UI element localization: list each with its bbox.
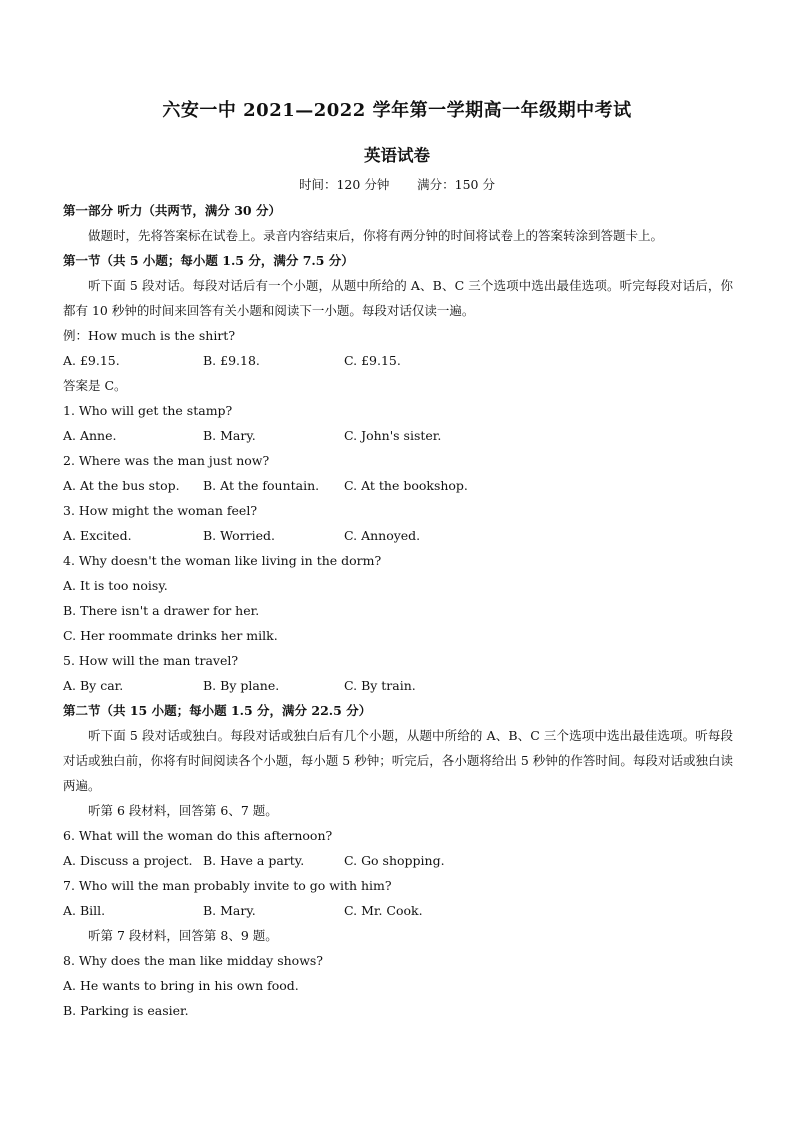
question-8: 8. Why does the man like midday shows? xyxy=(63,953,324,968)
option-a: A. At the bus stop. xyxy=(63,478,180,493)
question-7: 7. Who will the man probably invite to go with him? xyxy=(63,878,392,893)
question-4: 4. Why doesn't the woman like living in the dorm? xyxy=(63,553,382,568)
material-7-note: 听第 7 段材料，回答第 8、9 题。 xyxy=(88,928,278,943)
section2-instruction: 听下面 5 段对话或独白。每段对话或独白后有几个小题，从题中所给的 A、B、C 三个选项中选出最佳选项。听每段对话或独白前，你将有时间阅读各个小题，每小题 5 秒钟；听完后，各小题将给出 5 秒钟的作答时间。每段对话或独白读两遍。 xyxy=(63,728,733,793)
option-a: A. Anne. xyxy=(63,428,117,443)
option-c: C. By train. xyxy=(344,678,416,693)
question-1: 1. Who will get the stamp? xyxy=(63,403,233,418)
section1-instruction: 听下面 5 段对话。每段对话后有一个小题，从题中所给的 A、B、C 三个选项中选出最佳选项。听完每段对话后，你都有 10 秒钟的时间来回答有关小题和阅读下一小题。每段对话仅读一遍。 xyxy=(63,278,733,318)
question-2-options xyxy=(63,473,733,498)
option-a: A. He wants to bring in his own food. xyxy=(63,978,299,993)
option-b: B. Parking is easier. xyxy=(63,1003,189,1018)
option-c: C. John's sister. xyxy=(344,428,442,443)
option-c: C. Annoyed. xyxy=(344,528,421,543)
example-question: 例：How much is the shirt? xyxy=(63,328,236,343)
option-c: C. Her roommate drinks her milk. xyxy=(63,628,278,643)
part1-heading: 第一部分 听力（共两节，满分 30 分） xyxy=(63,203,281,218)
question-3-options xyxy=(63,523,733,548)
option-a: A. It is too noisy. xyxy=(63,578,168,593)
score-label: 满分：150 分 xyxy=(417,177,495,192)
question-7-options xyxy=(63,898,733,923)
option-a: A. Bill. xyxy=(63,903,106,918)
option-c: C. At the bookshop. xyxy=(344,478,468,493)
option-b: B. Worried. xyxy=(203,528,275,543)
option-b: B. By plane. xyxy=(203,678,280,693)
time-label: 时间：120 分钟 xyxy=(298,177,390,192)
question-6-options xyxy=(63,848,733,873)
example-answer: 答案是 C。 xyxy=(63,378,127,393)
question-5-options xyxy=(63,673,733,698)
option-c: C. £9.15. xyxy=(344,353,401,368)
option-b: B. Mary. xyxy=(203,428,256,443)
material-6-note: 听第 6 段材料，回答第 6、7 题。 xyxy=(88,803,278,818)
exam-title: 六安一中 2021—2022 学年第一学期高一年级期中考试 xyxy=(162,100,632,121)
exam-subtitle: 英语试卷 xyxy=(364,146,430,165)
part1-instruction: 做题时，先将答案标在试卷上。录音内容结束后，你将有两分钟的时间将试卷上的答案转涂到答题卡上。 xyxy=(88,228,664,243)
option-c: C. Go shopping. xyxy=(344,853,445,868)
question-5: 5. How will the man travel? xyxy=(63,653,239,668)
exam-meta xyxy=(0,175,794,193)
option-a: A. Excited. xyxy=(63,528,132,543)
option-a: A. Discuss a project. xyxy=(63,853,193,868)
question-3: 3. How might the woman feel? xyxy=(63,503,258,518)
option-b: B. £9.18. xyxy=(203,353,260,368)
question-1-options xyxy=(63,423,733,448)
option-a: A. £9.15. xyxy=(63,353,120,368)
question-2: 2. Where was the man just now? xyxy=(63,453,270,468)
section2-heading: 第二节（共 15 小题；每小题 1.5 分，满分 22.5 分） xyxy=(63,703,372,718)
option-b: B. At the fountain. xyxy=(203,478,320,493)
option-c: C. Mr. Cook. xyxy=(344,903,423,918)
option-b: B. Have a party. xyxy=(203,853,305,868)
exam-content xyxy=(63,198,733,1023)
section1-heading: 第一节（共 5 小题；每小题 1.5 分，满分 7.5 分） xyxy=(63,253,354,268)
example-options xyxy=(63,348,733,373)
option-b: B. Mary. xyxy=(203,903,256,918)
question-6: 6. What will the woman do this afternoon? xyxy=(63,828,333,843)
option-a: A. By car. xyxy=(63,678,124,693)
option-b: B. There isn't a drawer for her. xyxy=(63,603,260,618)
